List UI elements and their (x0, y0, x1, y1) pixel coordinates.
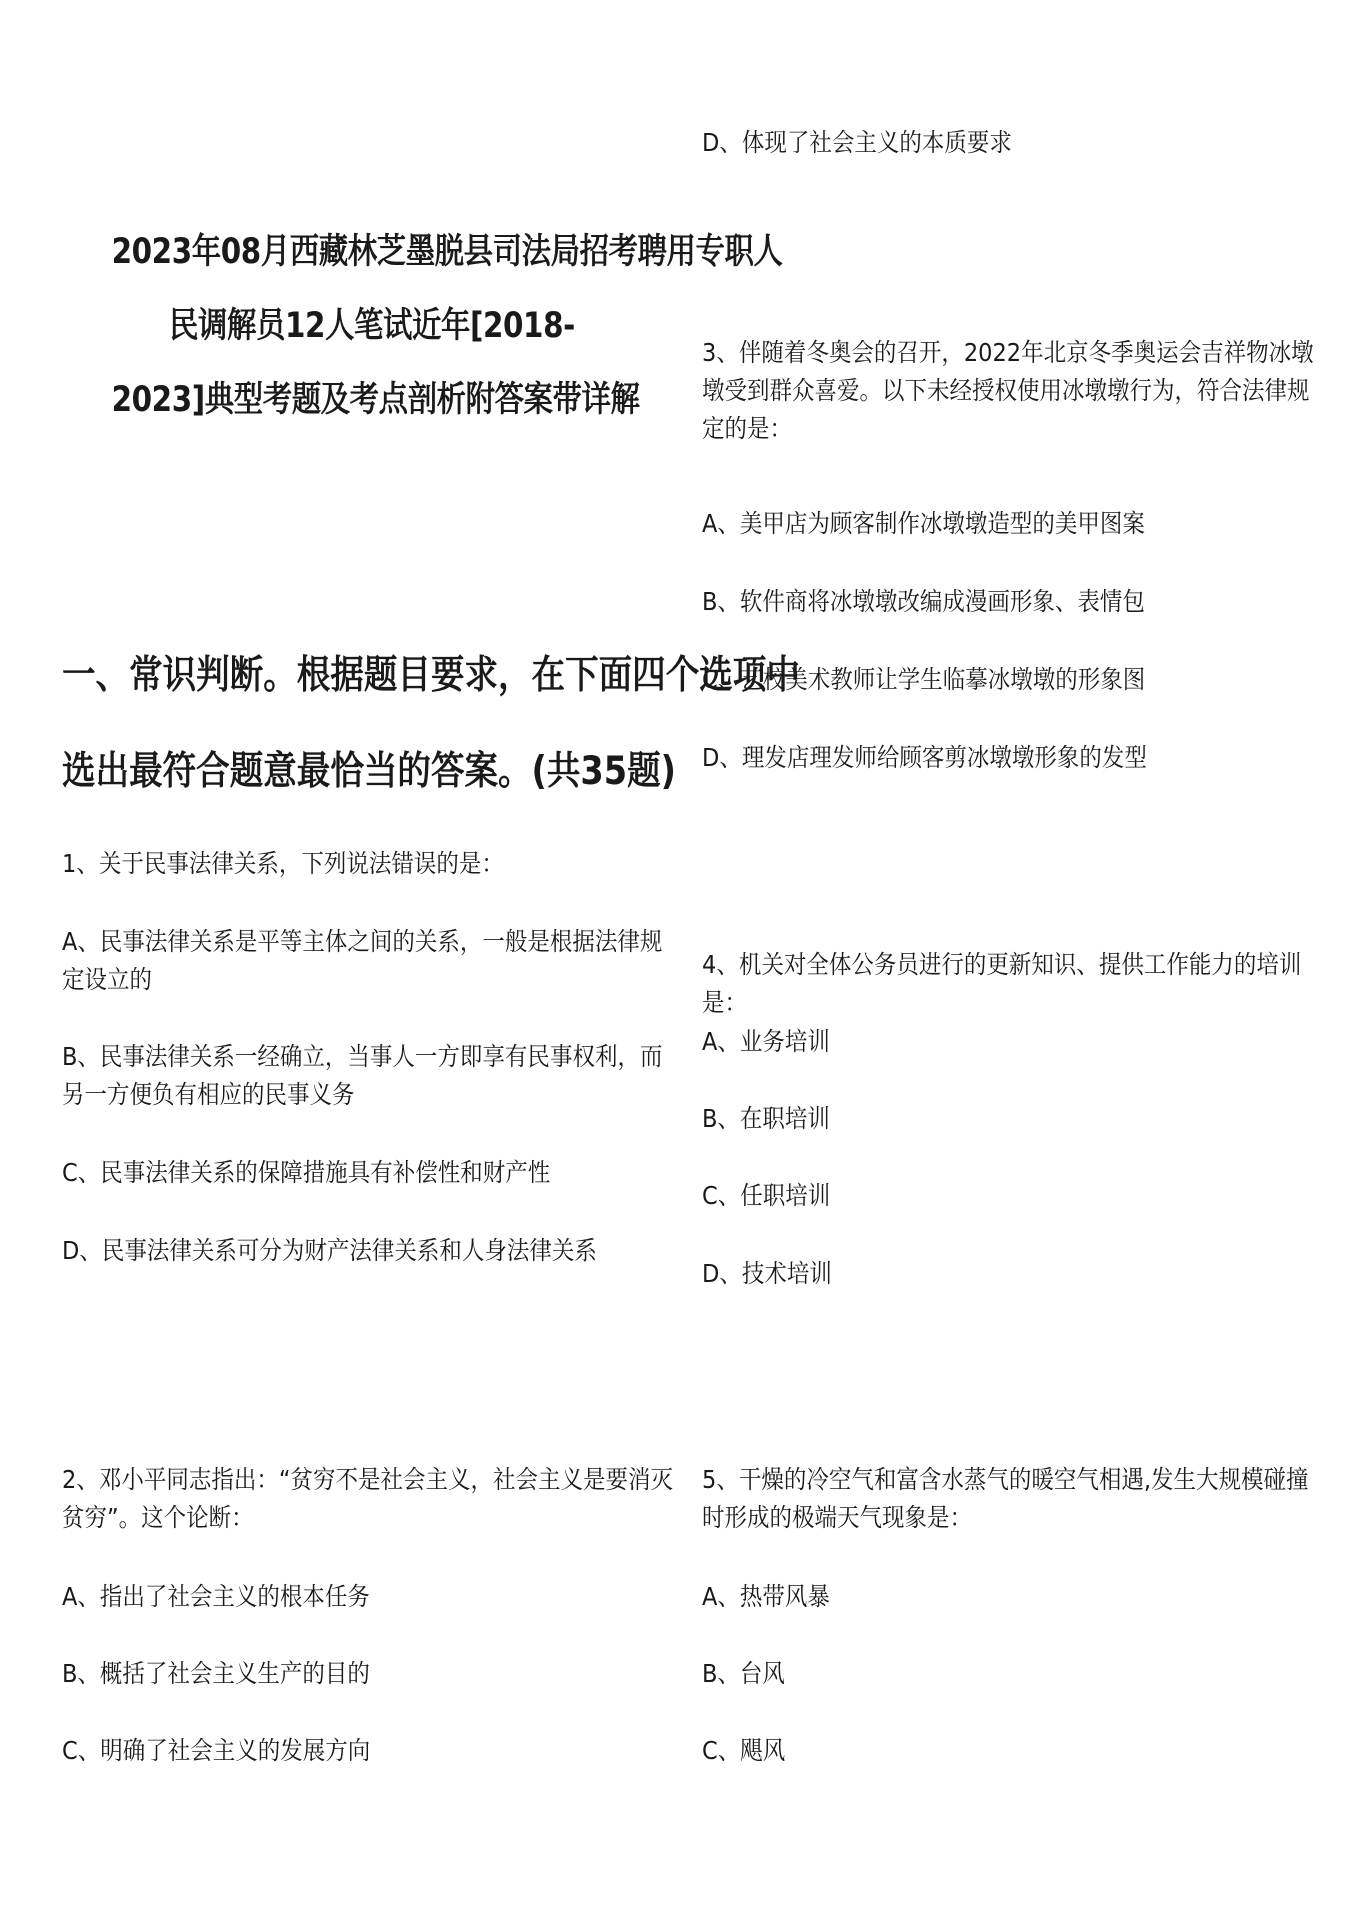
question-option: C、民事法律关系的保障措施具有补偿性和财产性 (62, 1158, 551, 1187)
question-option: C、艺校美术教师让学生临摹冰墩墩的形象图 (702, 665, 1146, 694)
question-option: A、业务培训 (702, 1027, 830, 1056)
question-option: B、在职培训 (702, 1104, 830, 1133)
question-option: A、指出了社会主义的根本任务 (62, 1582, 370, 1611)
question-option: D、理发店理发师给顾客剪冰墩墩形象的发型 (702, 743, 1147, 772)
title-line: 2023年08月西藏林芝墨脱县司法局招考聘用专职人 (111, 232, 783, 272)
question-option: B、软件商将冰墩墩改编成漫画形象、表情包 (702, 587, 1145, 616)
question-stem: 2、邓小平同志指出：“贫穷不是社会主义，社会主义是要消灭贫穷”。这个论断： (62, 1465, 673, 1532)
section-heading-line: 一、常识判断。根据题目要求，在下面四个选项中 (62, 653, 800, 698)
question-option: A、热带风暴 (702, 1582, 830, 1611)
question-stem: 3、伴随着冬奥会的召开，2022年北京冬季奥运会吉祥物冰墩墩受到群众喜爱。以下未经授权使用冰墩墩行为，符合法律规定的是： (702, 338, 1314, 443)
question-stem: 5、干燥的冷空气和富含水蒸气的暖空气相遇,发生大规模碰撞时形成的极端天气现象是： (702, 1465, 1309, 1532)
question-option: D、体现了社会主义的本质要求 (702, 128, 1012, 157)
question-option: D、技术培训 (702, 1259, 832, 1288)
question-option: C、任职培训 (702, 1181, 831, 1210)
title-line: 2023]典型考题及考点剖析附答案带详解 (111, 380, 640, 420)
question-stem: 4、机关对全体公务员进行的更新知识、提供工作能力的培训是： (702, 950, 1302, 1017)
question-option: B、概括了社会主义生产的目的 (62, 1659, 370, 1688)
section-heading-line: 选出最符合题意最恰当的答案。(共35题) (62, 749, 676, 794)
question-option: A、民事法律关系是平等主体之间的关系，一般是根据法律规定设立的 (62, 927, 663, 994)
question-option: A、美甲店为顾客制作冰墩墩造型的美甲图案 (702, 509, 1145, 538)
question-stem: 1、关于民事法律关系，下列说法错误的是： (62, 849, 504, 878)
question-option: C、明确了社会主义的发展方向 (62, 1736, 371, 1765)
section-heading (62, 628, 800, 820)
document-title (111, 215, 783, 437)
question-option: D、民事法律关系可分为财产法律关系和人身法律关系 (62, 1236, 597, 1265)
question-option: C、飓风 (702, 1736, 786, 1765)
title-line: 民调解员12人笔试近年[2018- (169, 306, 575, 346)
question-option: B、台风 (702, 1659, 785, 1688)
question-option: B、民事法律关系一经确立，当事人一方即享有民事权利，而另一方便负有相应的民事义务 (62, 1042, 663, 1109)
